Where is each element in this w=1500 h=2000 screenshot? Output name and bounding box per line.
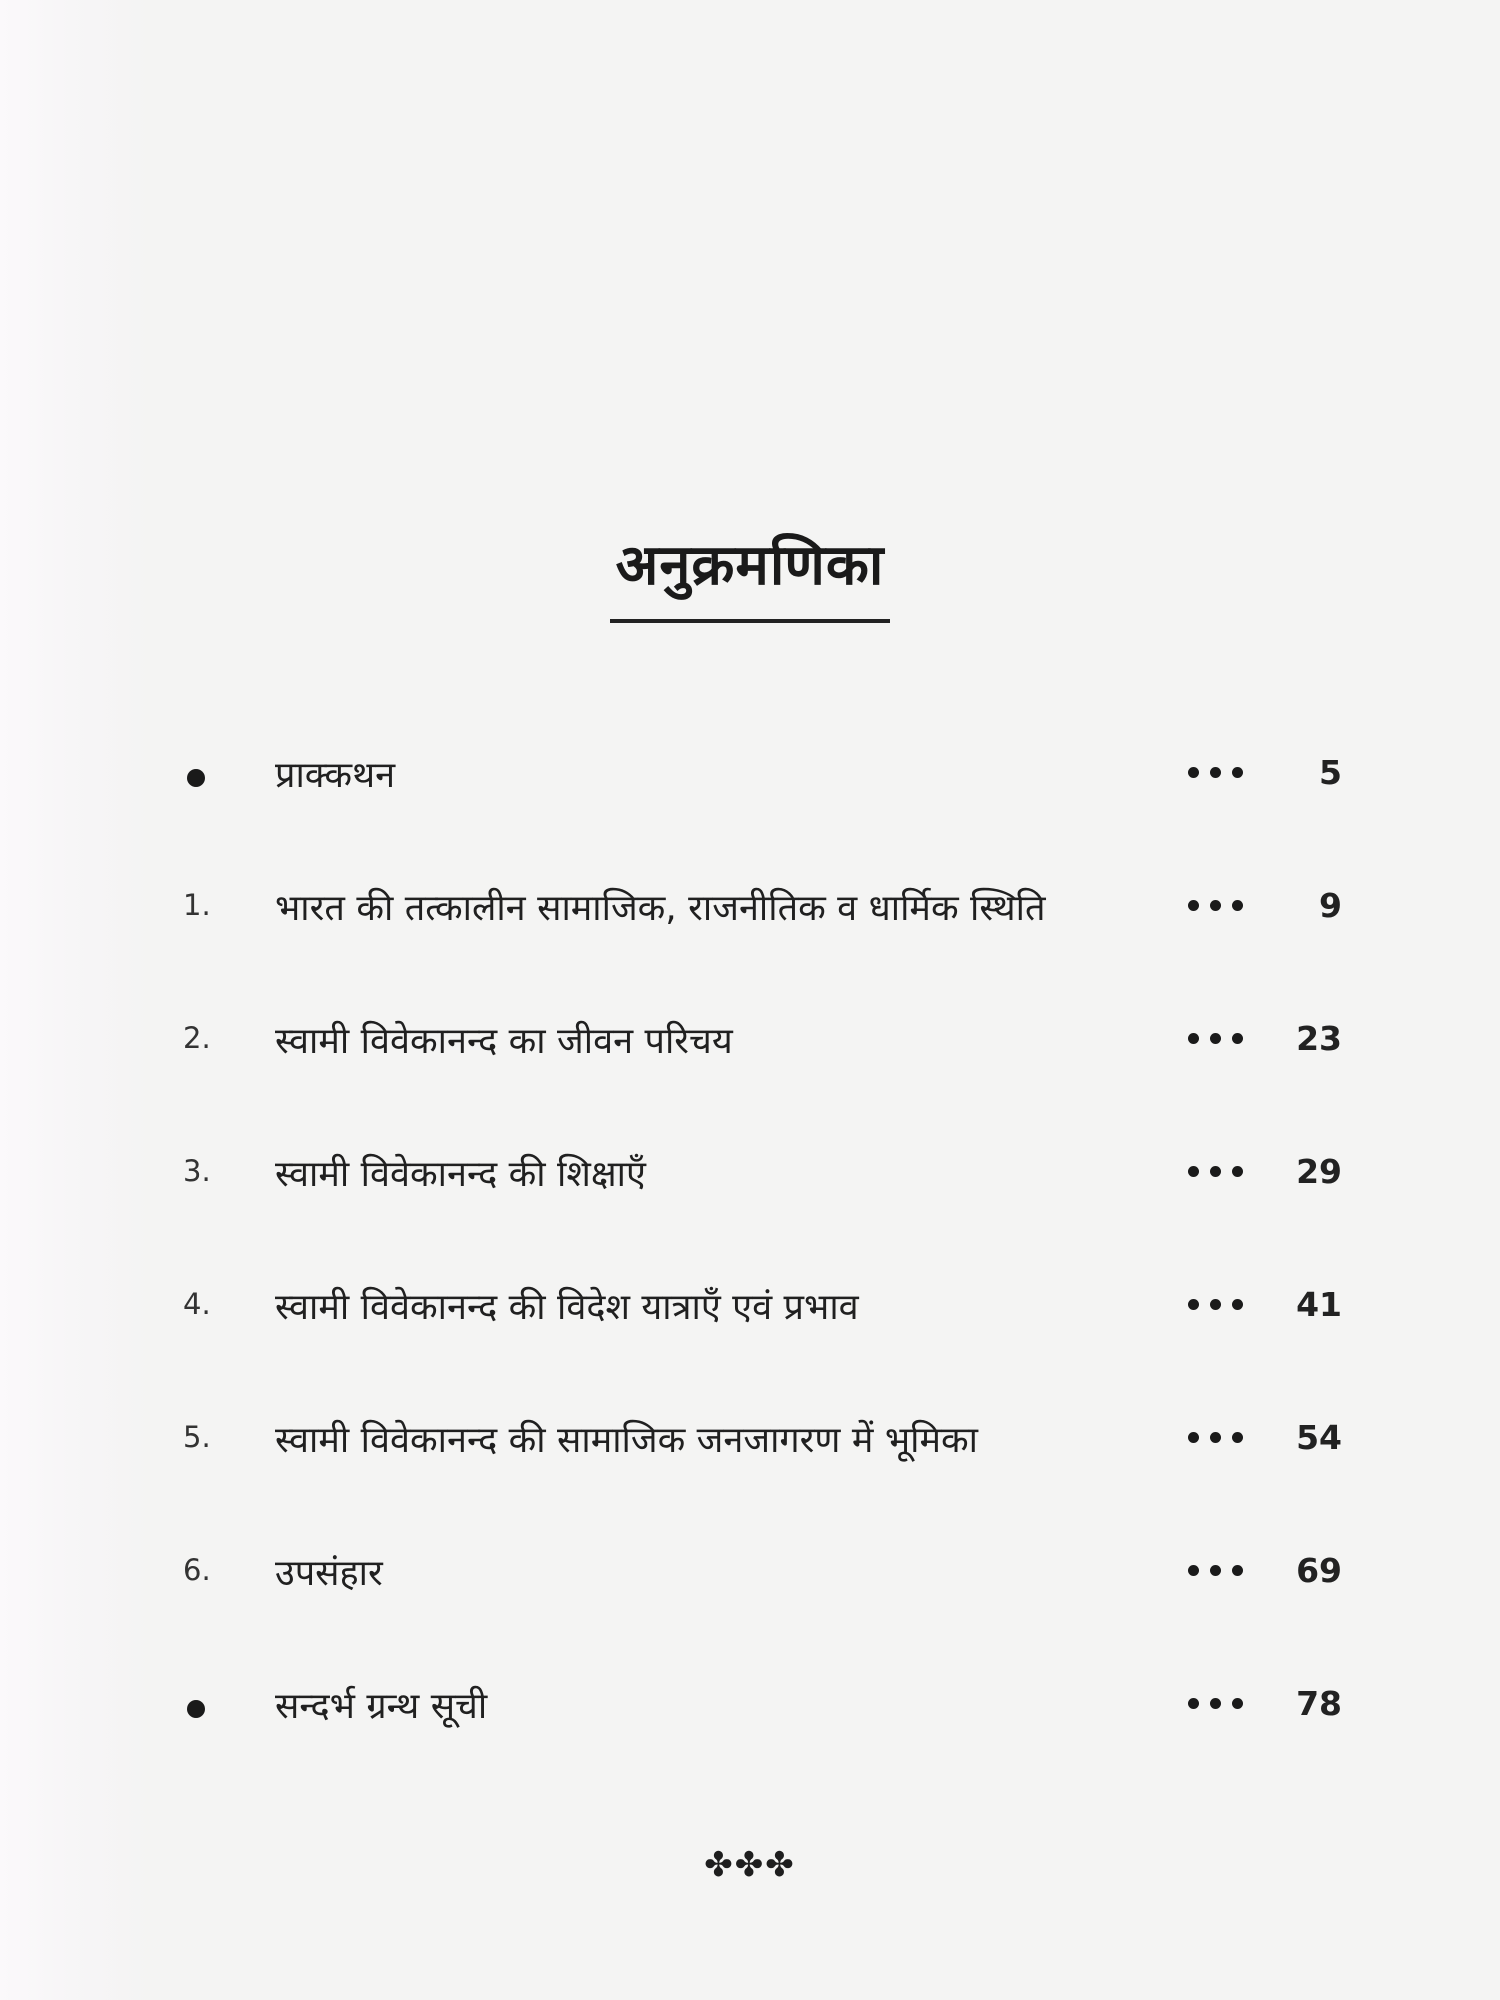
- bullet-icon: [187, 769, 205, 787]
- page-title: अनुक्रमणिका: [610, 525, 891, 623]
- toc-entry-number: 6.: [183, 1553, 211, 1587]
- leader-dots: [1188, 1166, 1248, 1178]
- toc-row[interactable]: [0, 1021, 1500, 1154]
- leader-dots: [1188, 1299, 1248, 1311]
- table-of-contents: [0, 755, 1500, 1819]
- toc-entry-number: 1.: [183, 888, 211, 922]
- leader-dots: [1188, 1565, 1248, 1577]
- bullet-icon: [187, 1700, 205, 1718]
- toc-entry-label: स्वामी विवेकानन्द की सामाजिक जनजागरण में भूमिका: [275, 1420, 978, 1461]
- toc-entry-label: भारत की तत्कालीन सामाजिक, राजनीतिक व धार्मिक स्थिति: [275, 888, 1046, 929]
- toc-row[interactable]: [0, 1420, 1500, 1553]
- toc-row[interactable]: [0, 1154, 1500, 1287]
- toc-page-number: 78: [1296, 1684, 1342, 1723]
- toc-page-number: 5: [1319, 753, 1342, 792]
- toc-row[interactable]: [0, 755, 1500, 888]
- toc-entry-label: उपसंहार: [275, 1553, 383, 1594]
- toc-page-number: 23: [1296, 1019, 1342, 1058]
- toc-entry-number: 3.: [183, 1154, 211, 1188]
- toc-row[interactable]: [0, 1553, 1500, 1686]
- leader-dots: [1188, 900, 1248, 912]
- toc-row[interactable]: [0, 1287, 1500, 1420]
- toc-entry-number: 4.: [183, 1287, 211, 1321]
- toc-row[interactable]: [0, 1686, 1500, 1819]
- toc-page-number: 29: [1296, 1152, 1342, 1191]
- toc-row[interactable]: [0, 888, 1500, 1021]
- end-ornament-icon: ✤✤✤: [704, 1845, 796, 1885]
- leader-dots: [1188, 767, 1248, 779]
- leader-dots: [1188, 1033, 1248, 1045]
- toc-entry-number: 2.: [183, 1021, 211, 1055]
- toc-entry-label: स्वामी विवेकानन्द की विदेश यात्राएँ एवं प्रभाव: [275, 1287, 859, 1328]
- toc-page-number: 9: [1319, 886, 1342, 925]
- toc-entry-number: 5.: [183, 1420, 211, 1454]
- title-container: [0, 525, 1500, 623]
- toc-page-number: 69: [1296, 1551, 1342, 1590]
- toc-entry-label: स्वामी विवेकानन्द की शिक्षाएँ: [275, 1154, 646, 1195]
- toc-page-number: 54: [1296, 1418, 1342, 1457]
- leader-dots: [1188, 1432, 1248, 1444]
- toc-entry-label: स्वामी विवेकानन्द का जीवन परिचय: [275, 1021, 733, 1062]
- toc-entry-label: सन्दर्भ ग्रन्थ सूची: [275, 1686, 488, 1727]
- toc-page-number: 41: [1296, 1285, 1342, 1324]
- toc-entry-label: प्राक्कथन: [275, 755, 396, 796]
- leader-dots: [1188, 1698, 1248, 1710]
